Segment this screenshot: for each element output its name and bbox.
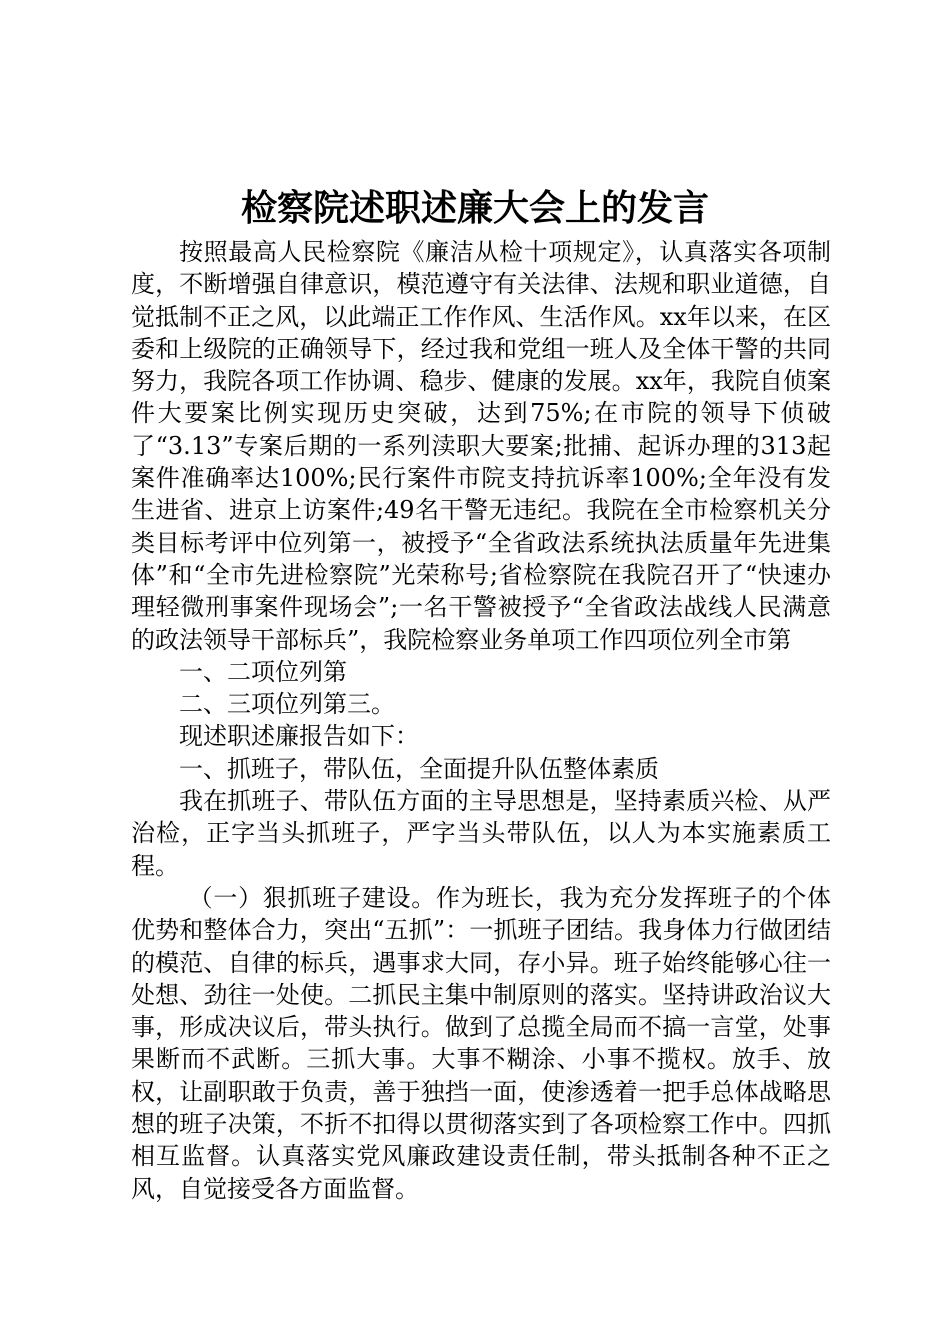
paragraph-report-lead: 现述职述廉报告如下：: [179, 722, 419, 751]
document-title: 检察院述职述廉大会上的发言: [240, 187, 709, 229]
paragraph-rank-third: 二、三项位列第三。: [179, 690, 395, 719]
paragraph-intro: 按照最高人民检察院《廉洁从检十项规定》，认真落实各项制度，不断增强自律意识，模范遵守有关法律、法规和职业道德，自觉抵制不正之风，以此端正工作作风、生活作风。xx年以来，在区委和上级院的正确领导下，经过我和党组一班人及全体干警的共同努力，我院各项工作协调、稳步、健康的发展。xx年，我院自侦案件大要案比例实现历史突破，达到75%;在市院的领导下侦破了“3.13”专案后期的一系列渎职大要案;批捕、起诉办理的313起案件准确率达100%;民行案件市院支持抗诉率100%;全年没有发生进省、进京上访案件;49名干警无违纪。我院在全市检察机关分类目标考评中位列第一，被授予“全省政法系统执法质量年先进集体”和“全市先进检察院”光荣称号;省检察院在我院召开了“快速办理轻微刑事案件现场会”;一名干警被授予“全省政法战线人民满意的政法领导干部标兵”，我院检察业务单项工作四项位列全市第: [131, 238, 831, 654]
section-heading-1: 一、抓班子，带队伍，全面提升队伍整体素质: [179, 754, 659, 783]
document-body: [131, 236, 831, 1205]
paragraph-guiding-idea: 我在抓班子、带队伍方面的主导思想是，坚持素质兴检、从严治检，正字当头抓班子，严字当头带队伍，以人为本实施素质工程。: [131, 787, 831, 880]
paragraph-team-building: （一）狠抓班子建设。作为班长，我为充分发挥班子的个体优势和整体合力，突出“五抓”：一抓班子团结。我身体力行做团结的模范、自律的标兵，遇事求大同，存小异。班子始终能够心往一处想、劲往一处使。二抓民主集中制原则的落实。坚持讲政治议大事，形成决议后，带头执行。做到了总揽全局而不搞一言堂，处事果断而不武断。三抓大事。大事不糊涂、小事不揽权。放手、放权，让副职敢于负责，善于独挡一面，使渗透着一把手总体战略思想的班子决策，不折不扣得以贯彻落实到了各项检察工作中。四抓相互监督。认真落实党风廉政建设责任制，带头抵制各种不正之风，自觉接受各方面监督。: [131, 883, 831, 1203]
paragraph-rank-first-second: 一、二项位列第: [179, 657, 347, 686]
